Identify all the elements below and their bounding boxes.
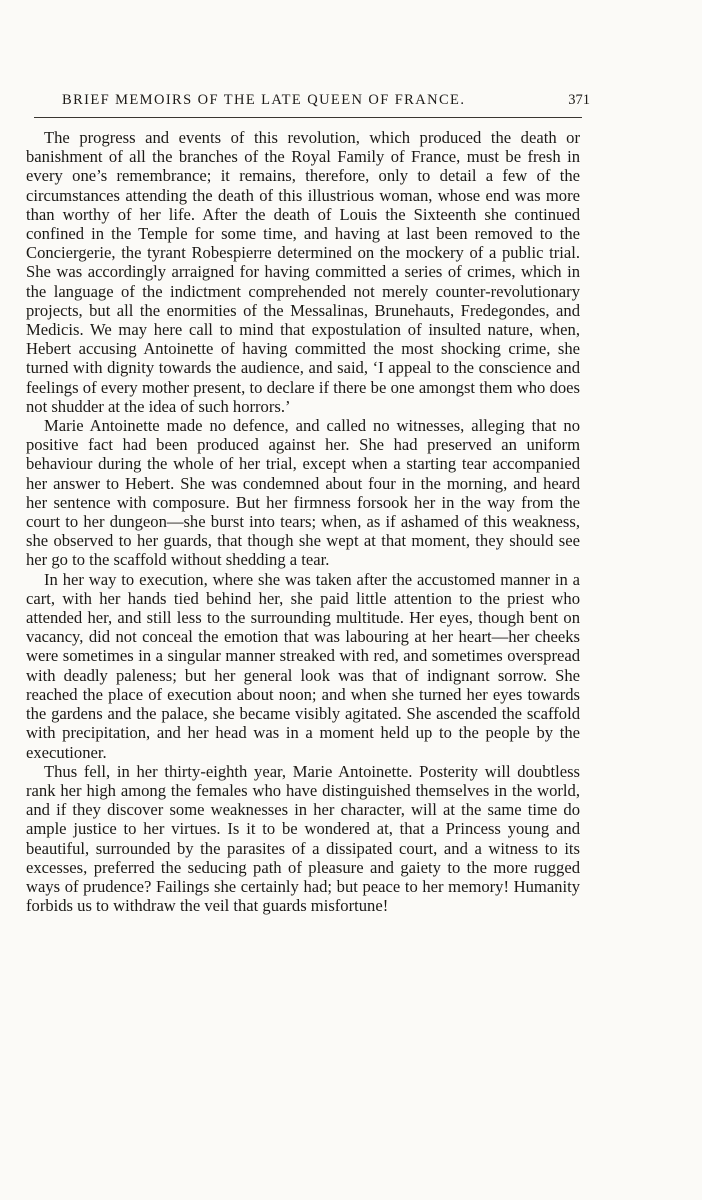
paragraph-4: Thus fell, in her thirty-eighth year, Marie Antoinette. Posterity will doubtless rank her high among the females who have distinguished themselves in the world, and if they discover some weaknesses in her character, will at the same time do ample justice to her virtues. Is it to be wondered at, that a Princess young and beautiful, surrounded by the parasites of a dissipated court, and a witness to its excesses, preferred the seducing path of pleasure and gaiety to the more rugged ways of prudence? Failings she certainly had; but peace to her memory! Humanity forbids us to withdraw the veil that guards misfortune! xyxy=(26,761,580,916)
page-header xyxy=(36,92,590,114)
paragraph-3: In her way to execution, where she was taken after the accustomed manner in a cart, with her hands tied behind her, she paid little attention to the priest who attended her, and still less to the surrounding multitude. Her eyes, though bent on vacancy, did not conceal the emotion that was labouring at her heart—her cheeks were sometimes in a singular manner streaked with red, and sometimes overspread with deadly paleness; but her general look was that of indignant sorrow. She reached the place of execution about noon; and when she turned her eyes towards the gardens and the palace, she became visibly agitated. She ascended the scaffold with precipitation, and her head was in a moment held up to the people by the executioner. xyxy=(26,569,580,762)
paragraph-1: The progress and events of this revolution, which produced the death or banishment of all the branches of the Royal Family of France, must be fresh in every one’s remembrance; it remains, therefore, only to detail a few of the circumstances attending the death of this illustrious woman, whose end was more than worthy of her life. After the death of Louis the Sixteenth she continued confined in the Temple for some time, and having at last been removed to the Conciergerie, the tyrant Robespierre determined on the mockery of a public trial. She was accordingly arraigned for having committed a series of crimes, which in the language of the indictment comprehended not merely counter-revolutionary projects, but all the enormities of the Messalinas, Brunehauts, Fredegondes, and Medicis. We may here call to mind that expostulation of insulted nature, when, Hebert accusing Antoinette of having committed the most shocking crime, she turned with dignity towards the audience, and said, ‘I appeal to the conscience and feelings of every mother present, to declare if there be one amongst them who does not shudder at the idea of such horrors.’ xyxy=(26,128,580,416)
body-text xyxy=(26,128,580,915)
header-rule xyxy=(34,117,582,118)
running-title: BRIEF MEMOIRS OF THE LATE QUEEN OF FRANCE. xyxy=(62,92,466,108)
paragraph-2: Marie Antoinette made no defence, and called no witnesses, alleging that no positive fact had been produced against her. She had preserved an uniform behaviour during the whole of her trial, except when a starting tear accompanied her answer to Hebert. She was condemned about four in the morning, and heard her sentence with composure. But her firmness forsook her in the way from the court to her dungeon—she burst into tears; when, as if ashamed of this weakness, she observed to her guards, that though she wept at that moment, they should see her go to the scaffold without shedding a tear. xyxy=(26,416,580,570)
page-number: 371 xyxy=(568,92,590,108)
